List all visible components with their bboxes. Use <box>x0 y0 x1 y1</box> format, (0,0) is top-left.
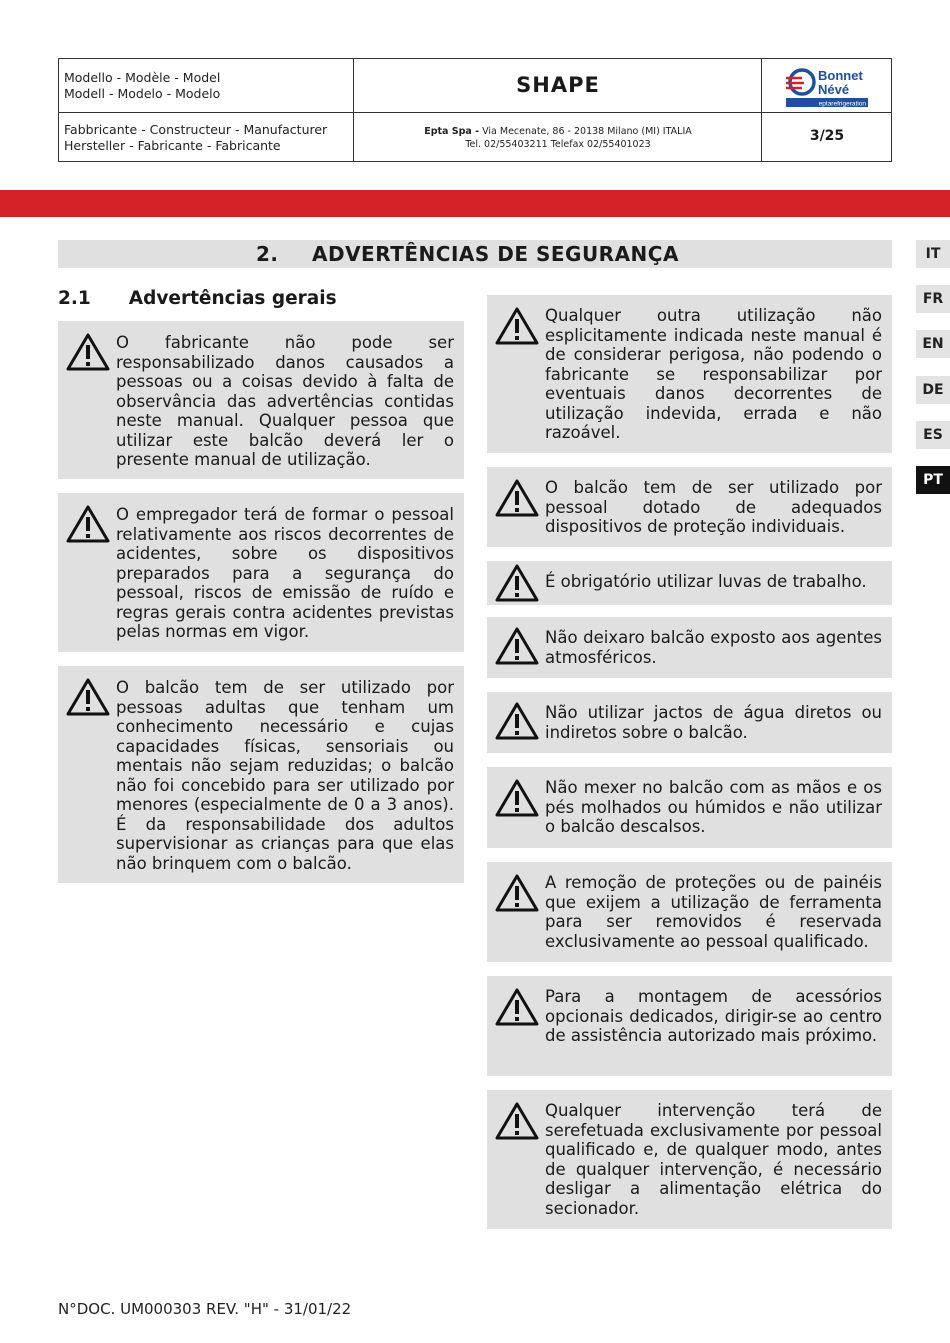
warning-box <box>487 767 892 848</box>
warning-text: É obrigatório utilizar luvas de trabalho. <box>545 572 867 591</box>
warning-box <box>487 295 892 453</box>
svg-text:Bonnet: Bonnet <box>818 68 863 83</box>
section-number: 2. <box>256 242 279 266</box>
subsection-heading: Advertências gerais <box>128 288 337 309</box>
warning-triangle-icon <box>495 874 539 912</box>
model-value: SHAPE <box>516 73 600 97</box>
language-tab-it[interactable]: IT <box>916 240 950 268</box>
warning-triangle-icon <box>66 333 110 371</box>
warning-text: Qualquer intervenção terá de serefetuada exclusivamente por pessoal qualificado e, de qualquer modo, antes de qualquer intervenção, é necessário desligar a alimentação elétrica do secionador. <box>545 1101 882 1218</box>
warning-text: A remoção de proteções ou de painéis que exijem a utilização de ferramenta para ser removidos é reservada exclusivamente ao pessoal qualificado. <box>545 873 882 951</box>
warning-triangle-icon <box>66 505 110 543</box>
warning-triangle-icon <box>495 307 539 345</box>
warning-text: O fabricante não pode ser responsabilizado danos causados a pessoas ou a coisas devido à falta de observância das advertências contidas neste manual. Qualquer pessoa que utilizar este balcão deverá ler o presente manual de utilização. <box>116 333 454 469</box>
subsection-number: 2.1 <box>58 288 91 309</box>
language-tab-pt[interactable]: PT <box>916 466 950 494</box>
warning-triangle-icon <box>495 702 539 740</box>
warning-triangle-icon <box>495 779 539 817</box>
warning-text: Qualquer outra utilização não esplicitamente indicada neste manual é de considerar perigosa, não podendo o fabricante se responsabilizar por eventuais danos decorrentes de utilização indevida, errada e não razoável. <box>545 306 882 442</box>
svg-text:eptarefrigeration: eptarefrigeration <box>818 100 866 108</box>
manufacturer-label: Fabbricante - Constructeur - Manufacturer Hersteller - Fabricante - Fabricante <box>64 122 328 153</box>
warning-triangle-icon <box>495 564 539 602</box>
red-band <box>0 190 950 217</box>
language-tab-fr[interactable]: FR <box>916 285 950 313</box>
model-label: Modello - Modèle - Model Modell - Modelo - Modelo <box>64 70 221 101</box>
warning-triangle-icon <box>495 627 539 665</box>
warning-text: O empregador terá de formar o pessoal relativamente aos riscos decorrentes de acidentes, sobre os dispositivos preparados para a segurança do pessoal, riscos de emissão de ruído e regras gerais contra acidentes previstas pelas normas em vigor. <box>116 505 454 641</box>
warning-triangle-icon <box>495 479 539 517</box>
section-heading: ADVERTÊNCIAS DE SEGURANÇA <box>312 242 679 266</box>
page-number: 3/25 <box>809 128 845 144</box>
svg-text:Névé: Névé <box>818 82 850 97</box>
subsection-title <box>58 288 337 309</box>
warning-box <box>58 666 464 883</box>
brand-logo <box>762 63 892 111</box>
warning-text: Não utilizar jactos de água diretos ou indiretos sobre o balcão. <box>545 703 882 742</box>
language-tab-en[interactable]: EN <box>916 330 950 358</box>
manufacturer-address: Epta Spa - Via Mecenate, 86 - 20138 Milano (MI) ITALIA Tel. 02/55403211 Telefax 02/55401023 <box>424 126 692 150</box>
language-tab-es[interactable]: ES <box>916 421 950 449</box>
warning-text: Não deixaro balcão exposto aos agentes atmosféricos. <box>545 628 882 667</box>
warning-box <box>487 862 892 962</box>
warning-text: O balcão tem de ser utilizado por pessoal dotado de adequados dispositivos de proteção individuais. <box>545 478 882 536</box>
warning-triangle-icon <box>495 988 539 1026</box>
warning-box <box>487 561 892 605</box>
warning-text: Para a montagem de acessórios opcionais dedicados, dirigir-se ao centro de assistência autorizado mais próximo. <box>545 987 882 1045</box>
warning-box <box>487 692 892 753</box>
language-tab-de[interactable]: DE <box>916 376 950 404</box>
warning-box <box>58 493 464 652</box>
warning-box <box>487 467 892 547</box>
document-header <box>58 58 892 162</box>
warning-box <box>487 976 892 1076</box>
warning-box <box>487 1090 892 1229</box>
section-title <box>58 240 892 268</box>
warning-box <box>487 617 892 678</box>
warning-text: Não mexer no balcão com as mãos e os pés molhados ou húmidos e não utilizar o balcão descalsos. <box>545 778 882 836</box>
warning-box <box>58 321 464 479</box>
document-reference: N°DOC. UM000303 REV. "H" - 31/01/22 <box>58 1300 352 1318</box>
warning-text: O balcão tem de ser utilizado por pessoas adultas que tenham um conhecimento necessário e cujas capacidades físicas, sensoriais ou mentais não sejam reduzidas; o balcão não foi concebido para ser utilizado por menores (especialmente de 0 a 3 anos). É da responsabilidade dos adultos supervisionar as crianças para que elas não brinquem com o balcão. <box>116 678 454 873</box>
warning-triangle-icon <box>66 678 110 716</box>
warning-triangle-icon <box>495 1102 539 1140</box>
